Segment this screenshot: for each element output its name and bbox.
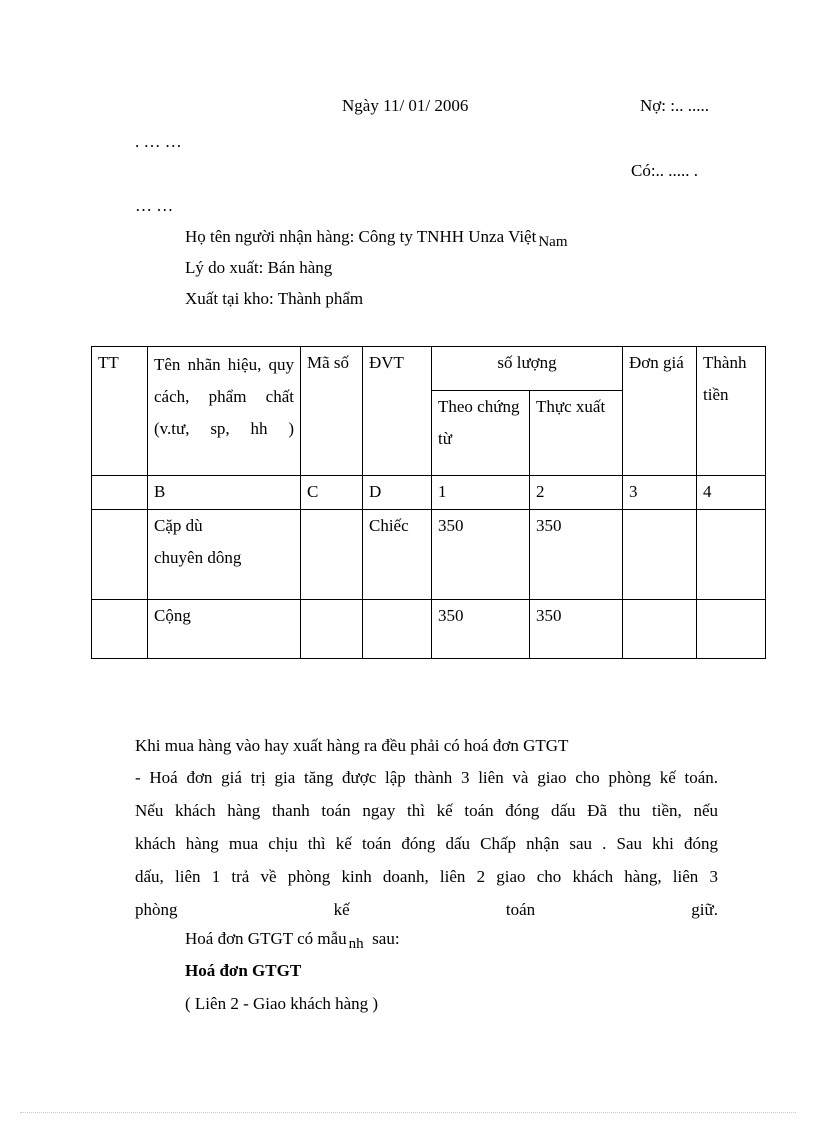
sample-text: Hoá đơn GTGT có mẫu — [185, 929, 347, 948]
header-actual: Thực xuất — [530, 391, 623, 476]
code-cell: D — [363, 476, 432, 510]
intro-text: Khi mua hàng vào hay xuất hàng ra đều phải có hoá đơn GTGT — [135, 736, 569, 755]
row-unit: Chiếc — [363, 510, 432, 600]
header-tt: TT — [92, 347, 148, 476]
total-amount — [697, 600, 766, 659]
product-name-line: chuyên dông — [154, 548, 242, 567]
header-amount: Thành tiền — [697, 347, 766, 476]
receiver-suffix: Nam — [538, 234, 568, 250]
sample-line — [185, 929, 400, 950]
invoice-title: Hoá đơn GTGT — [185, 961, 302, 980]
code-cell: 3 — [623, 476, 697, 510]
code-cell: 4 — [697, 476, 766, 510]
total-by-document: 350 — [432, 600, 530, 659]
code-cell: C — [301, 476, 363, 510]
dots-line: . … … — [135, 132, 182, 151]
receiver-line — [185, 227, 568, 248]
header-product-name: Tên nhãn hiệu, quy cách, phẩm chất (v.tư, sp, hh ) — [148, 347, 301, 476]
total-unit — [363, 600, 432, 659]
sample-suffix: sau: — [372, 929, 400, 948]
row-unit-price — [623, 510, 697, 600]
row-tt — [92, 510, 148, 600]
header-quantity: số lượng — [432, 347, 623, 391]
paragraph-line: - Hoá đơn giá trị gia tăng được lập thành 3 liên và giao cho phòng kế toán. — [135, 768, 718, 787]
sample-sub: nh — [348, 936, 364, 952]
code-cell: 1 — [432, 476, 530, 510]
export-reason: Lý do xuất: Bán hàng — [185, 258, 333, 277]
code-cell: 2 — [530, 476, 623, 510]
page-divider — [20, 1112, 796, 1113]
dots-line: … … — [135, 196, 174, 215]
total-tt — [92, 600, 148, 659]
header-unit: ĐVT — [363, 347, 432, 476]
invoice-copy: ( Liên 2 - Giao khách hàng ) — [185, 994, 379, 1013]
paragraph-line: dấu, liên 1 trả về phòng kinh doanh, liên 2 giao cho khách hàng, liên 3 — [135, 867, 718, 886]
credit-account: Có:.. ..... . — [631, 161, 699, 180]
row-actual: 350 — [530, 510, 623, 600]
invoice-paragraph — [135, 761, 718, 926]
code-cell — [92, 476, 148, 510]
product-name-line: Cặp dù — [154, 516, 203, 535]
receiver-text: Họ tên người nhận hàng: Công ty TNHH Unza Việt — [185, 227, 537, 246]
total-code — [301, 600, 363, 659]
paragraph-line: phòng kế toán giữ. — [135, 900, 718, 919]
header-code: Mã số — [301, 347, 363, 476]
document-date: Ngày 11/ 01/ 2006 — [342, 96, 469, 115]
row-by-document: 350 — [432, 510, 530, 600]
goods-table — [91, 346, 766, 659]
row-amount — [697, 510, 766, 600]
paragraph-line: Nếu khách hàng thanh toán ngay thì kế toán đóng dấu Đã thu tiền, nếu — [135, 801, 718, 820]
total-unit-price — [623, 600, 697, 659]
paragraph-line: khách hàng mua chịu thì kế toán đóng dấu Chấp nhận sau . Sau khi đóng — [135, 834, 718, 853]
total-label: Cộng — [148, 600, 301, 659]
total-actual: 350 — [530, 600, 623, 659]
header-by-document: Theo chứng từ — [432, 391, 530, 476]
code-cell: B — [148, 476, 301, 510]
row-product-name — [148, 510, 301, 600]
debit-account: Nợ: :.. ..... — [640, 96, 709, 115]
row-code — [301, 510, 363, 600]
export-warehouse: Xuất tại kho: Thành phẩm — [185, 289, 364, 308]
header-unit-price: Đơn giá — [623, 347, 697, 476]
